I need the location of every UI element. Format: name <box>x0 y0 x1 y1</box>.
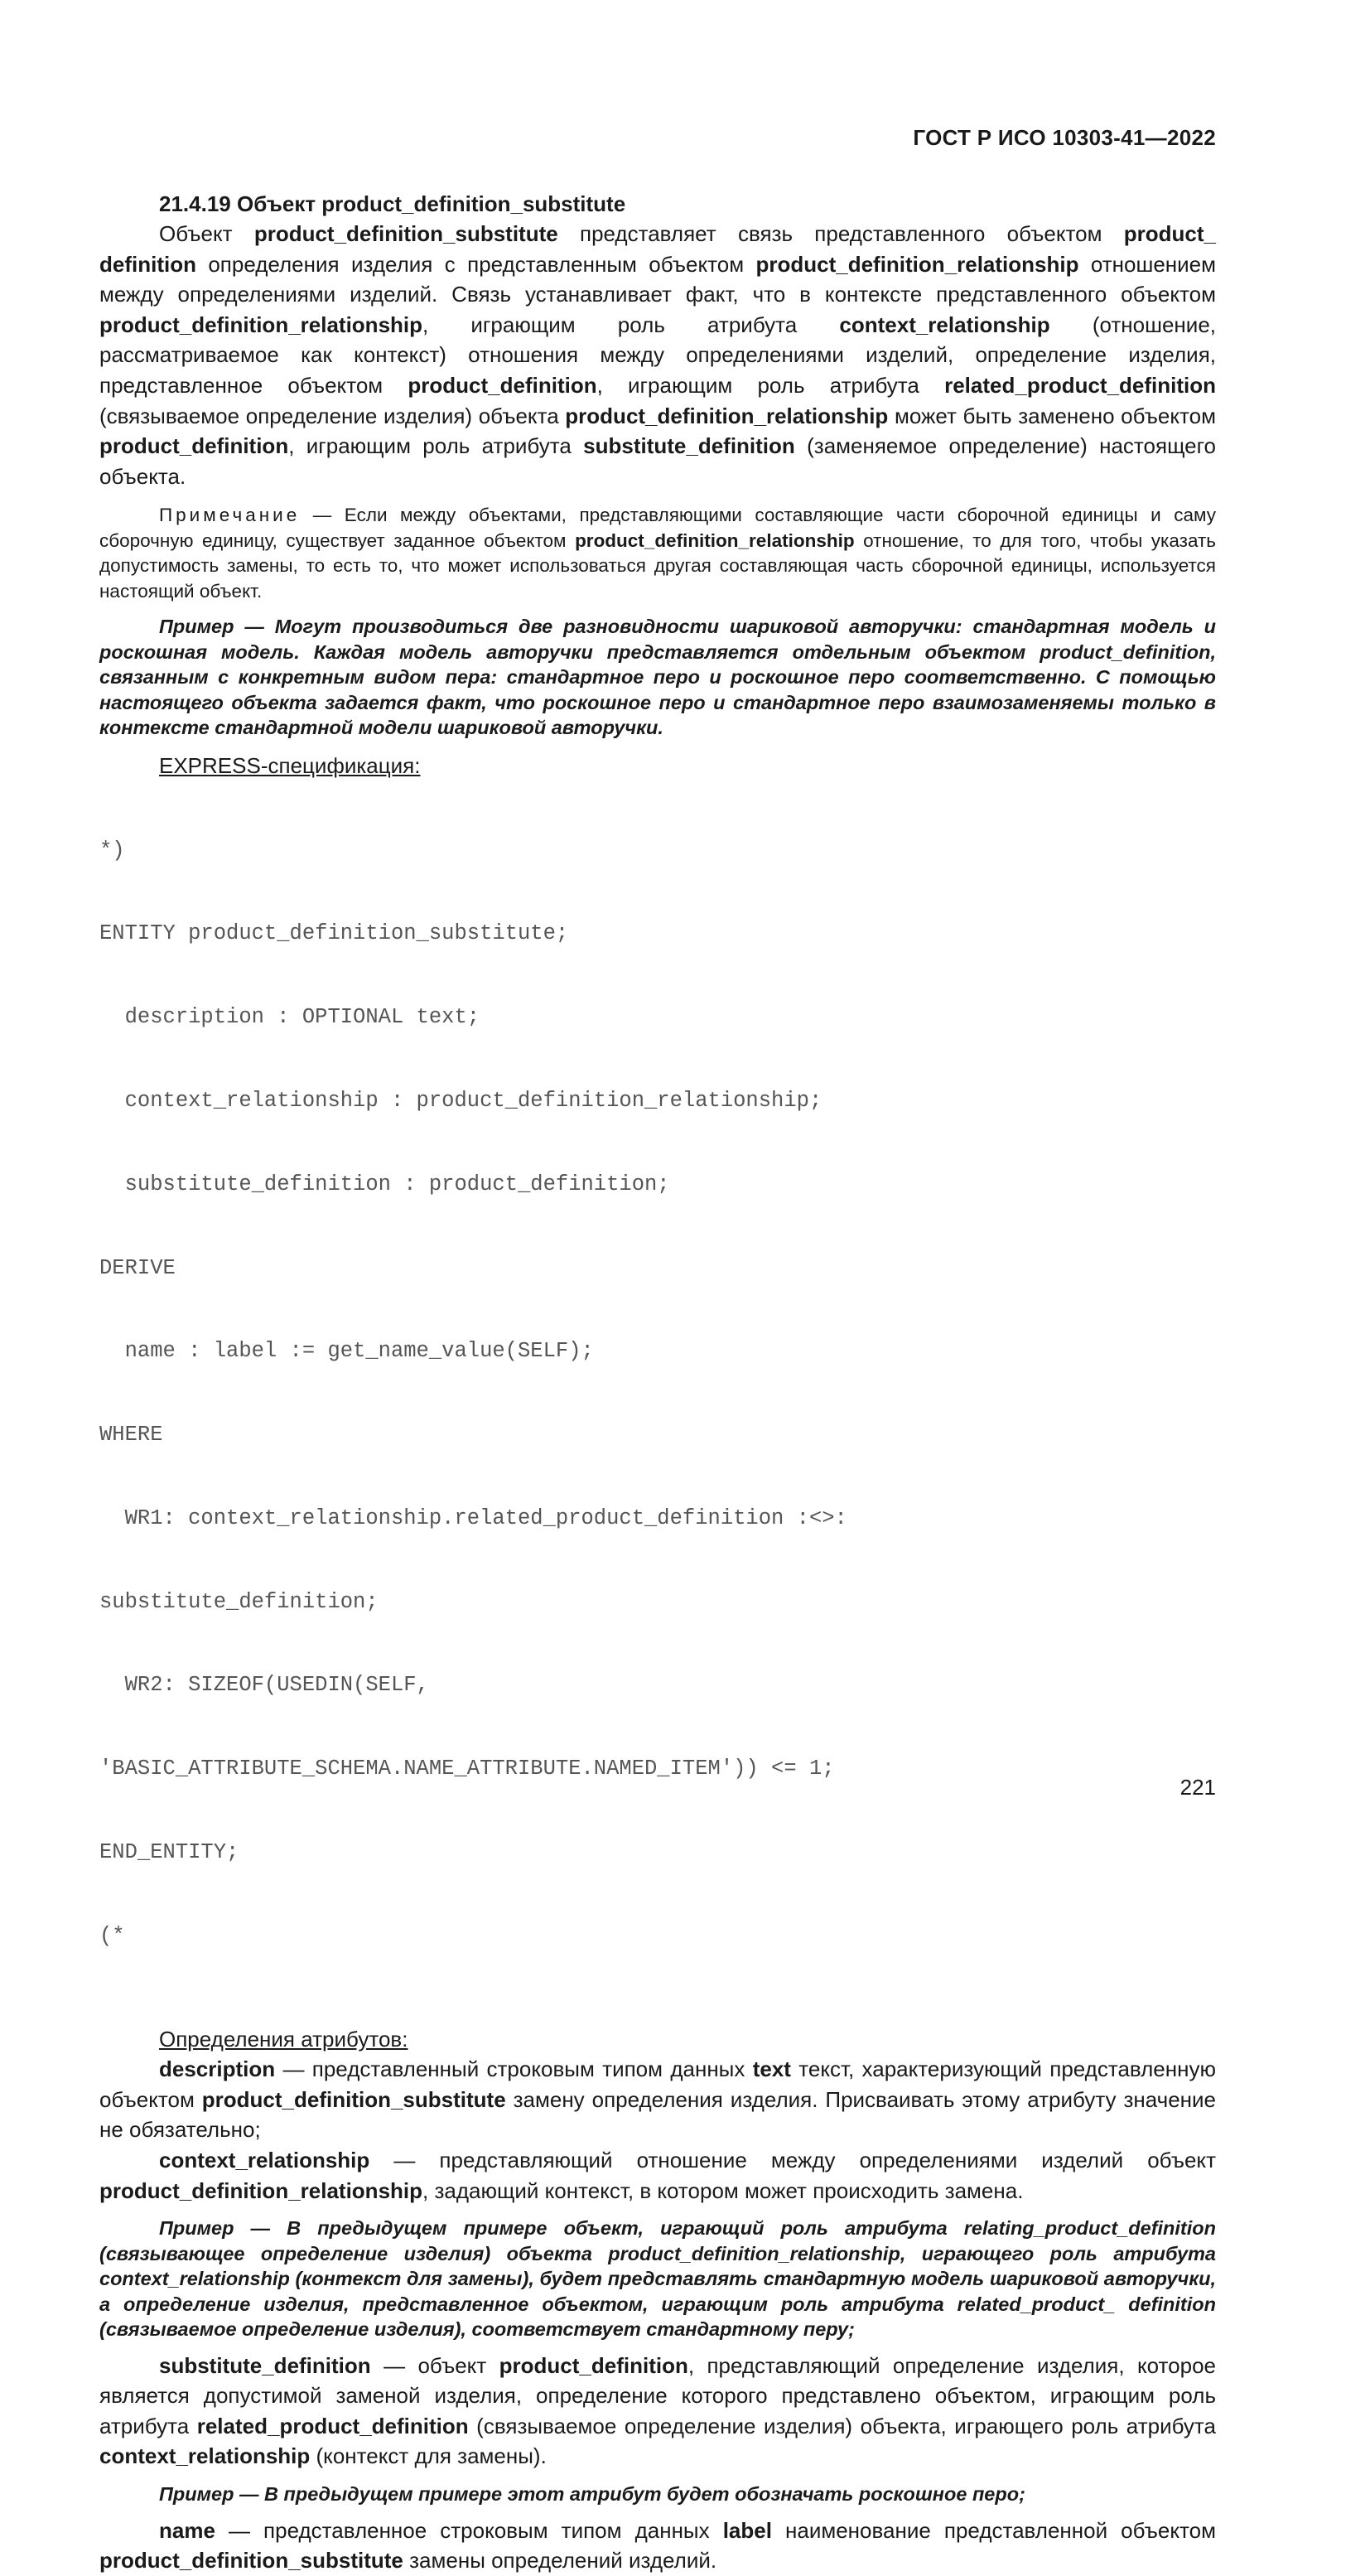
attribute-definitions-label: Определения атрибутов: <box>159 2026 408 2052</box>
code-line: DERIVE <box>99 1255 176 1280</box>
code-line: 'BASIC_ATTRIBUTE_SCHEMA.NAME_ATTRIBUTE.NAMED_ITEM')) <= 1; <box>99 1757 835 1781</box>
section-title: 21.4.19 Объект product_definition_substitute <box>159 191 626 216</box>
example-luxury-pen: Пример — В предыдущем примере этот атрибут будет обозначать роскошное перо; <box>159 2483 1025 2505</box>
attr-substitute-definition: substitute_definition — объект product_definition, представляющий определение изделия, которое является допустимой заменой изделия, определение которого представлено объектом, играющим роль атрибута related_product_definition (связываемое определение изделия) объекта, играющего роль атрибута context_relationship (контекст для замены). <box>99 2352 1216 2469</box>
express-spec-label: EXPRESS-спецификация: <box>159 752 421 778</box>
code-line: ENTITY product_definition_substitute; <box>99 921 569 946</box>
code-line: context_relationship : product_definition_relationship; <box>99 1088 822 1113</box>
express-code-block <box>99 781 1216 2005</box>
code-line: WHERE <box>99 1423 163 1447</box>
standard-header: ГОСТ Р ИСО 10303-41—2022 <box>913 125 1216 150</box>
code-line: WR2: SIZEOF(USEDIN(SELF, <box>99 1673 429 1698</box>
code-line: *) <box>99 838 125 863</box>
note-label: Примечание <box>159 505 301 526</box>
code-line: WR1: context_relationship.related_product_definition :<>: <box>99 1505 847 1530</box>
note-paragraph: Примечание — Если между объектами, представляющими составляющие части сборочной единицы и саму сборочную единицу, существует заданное объектом product_definition_relationship отношение, то для того, чтобы указать допустимость замены, то есть то, что может использоваться другая составляющая часть сборочной единицы, используется настоящий объект. <box>99 505 1217 602</box>
code-line: description : OPTIONAL text; <box>99 1005 480 1030</box>
code-line: substitute_definition; <box>99 1589 379 1614</box>
attr-name: name — представленное строковым типом данных label наименование представленной объектом product_definition_substitute замены определений изделий. <box>99 2517 1216 2574</box>
code-line: END_ENTITY; <box>99 1840 239 1864</box>
example-pen-models: Пример — Могут производиться две разновидности шариковой авторучки: стандартная модель и роскошная модель. Каждая модель авторучки представляется отдельным объектом product_definition, связанным с конкретным видом пера: стандартное перо и роскошное перо соответственно. С помощью настоящего объекта задается факт, что роскошное перо и стандартное перо взаимозаменяемы только в контексте стандартной модели шариковой авторучки. <box>99 616 1216 739</box>
intro-paragraph: Объект product_definition_substitute представляет связь представленного объектом product_ definition определения изделия с представленным объектом product_definition_relationship отношением между определениями изделий. Связь устанавливает факт, что в контексте представленного объектом product_definition_relationship, играющим роль атрибута context_relationship (отношение, рассматриваемое как контекст) отношения между определениями изделий, определение изделия, представленное объектом product_definition, играющим роль атрибута related_product_definition (связываемое определение изделия) объекта product_definition_relationship может быть заменено объектом product_definition, играющим роль атрибута substitute_definition (заменяемое определение) настоящего объекта. <box>99 221 1217 489</box>
page-content <box>99 189 1216 2576</box>
code-line: name : label := get_name_value(SELF); <box>99 1339 594 1364</box>
code-line: (* <box>99 1923 125 1948</box>
page-number: 221 <box>1179 1775 1216 1800</box>
code-line: substitute_definition : product_definition; <box>99 1172 670 1196</box>
attr-description: description — представленный строковым типом данных text текст, характеризующий представленную объектом product_definition_substitute замену определения изделия. Присваивать этому атрибуту значение не обязательно; <box>99 2056 1216 2143</box>
example-context: Пример — В предыдущем примере объект, играющий роль атрибута relating_product_definition (связывающее определение изделия) объекта product_definition_relationship, играющего роль атрибута context_relationship (контекст для замены), будет представлять стандартную модель шариковой авторучки, а определение изделия, представленное объектом, играющим роль атрибута related_product_ definition (связываемое определение изделия), соответствует стандартному перу; <box>99 2217 1216 2341</box>
attr-context-relationship: context_relationship — представляющий отношение между определениями изделий объект product_definition_relationship, задающий контекст, в котором может происходить замена. <box>99 2147 1216 2203</box>
